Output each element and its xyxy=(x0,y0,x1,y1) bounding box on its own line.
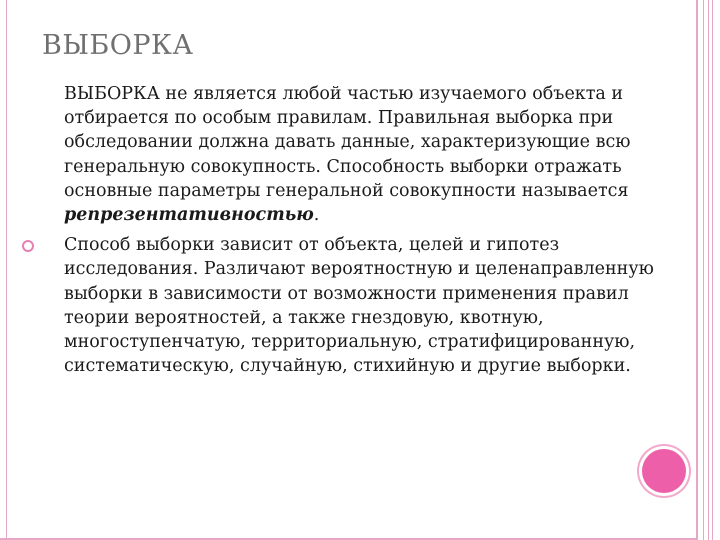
decorative-circle-icon xyxy=(642,449,686,493)
paragraph-text: ВЫБОРКА не является любой частью изучаемого объекта и отбирается по особым правилам. Правильная выборка при обследовании должна давать данные, характеризующие всю генеральную совокупность. Способность выборки отражать основные параметры генеральной совокупности называется xyxy=(64,84,631,201)
right-frame-line xyxy=(708,0,709,540)
left-frame-line xyxy=(6,0,7,540)
ring-bullet-icon xyxy=(20,237,36,253)
paragraph-text: Способ выборки зависит от объекта, целей и гипотез исследования. Различают вероятностную и целенаправленную выборки в зависимости от возможности применения правил теории вероятностей, а также гнездовую, квотную, многоступенчатую, территориальную, стратифицированную, систематическую, случайную, стихийную и другие выборки. xyxy=(64,235,654,377)
emphasized-term: репрезентативностью xyxy=(64,205,314,226)
paragraph-end: . xyxy=(313,205,320,226)
paragraph-methods xyxy=(64,233,654,378)
right-frame-line xyxy=(712,0,713,540)
right-frame-line xyxy=(703,0,704,540)
paragraph-definition xyxy=(64,82,654,227)
slide-title: ВЫБОРКА xyxy=(42,30,194,61)
slide-body xyxy=(64,82,654,378)
